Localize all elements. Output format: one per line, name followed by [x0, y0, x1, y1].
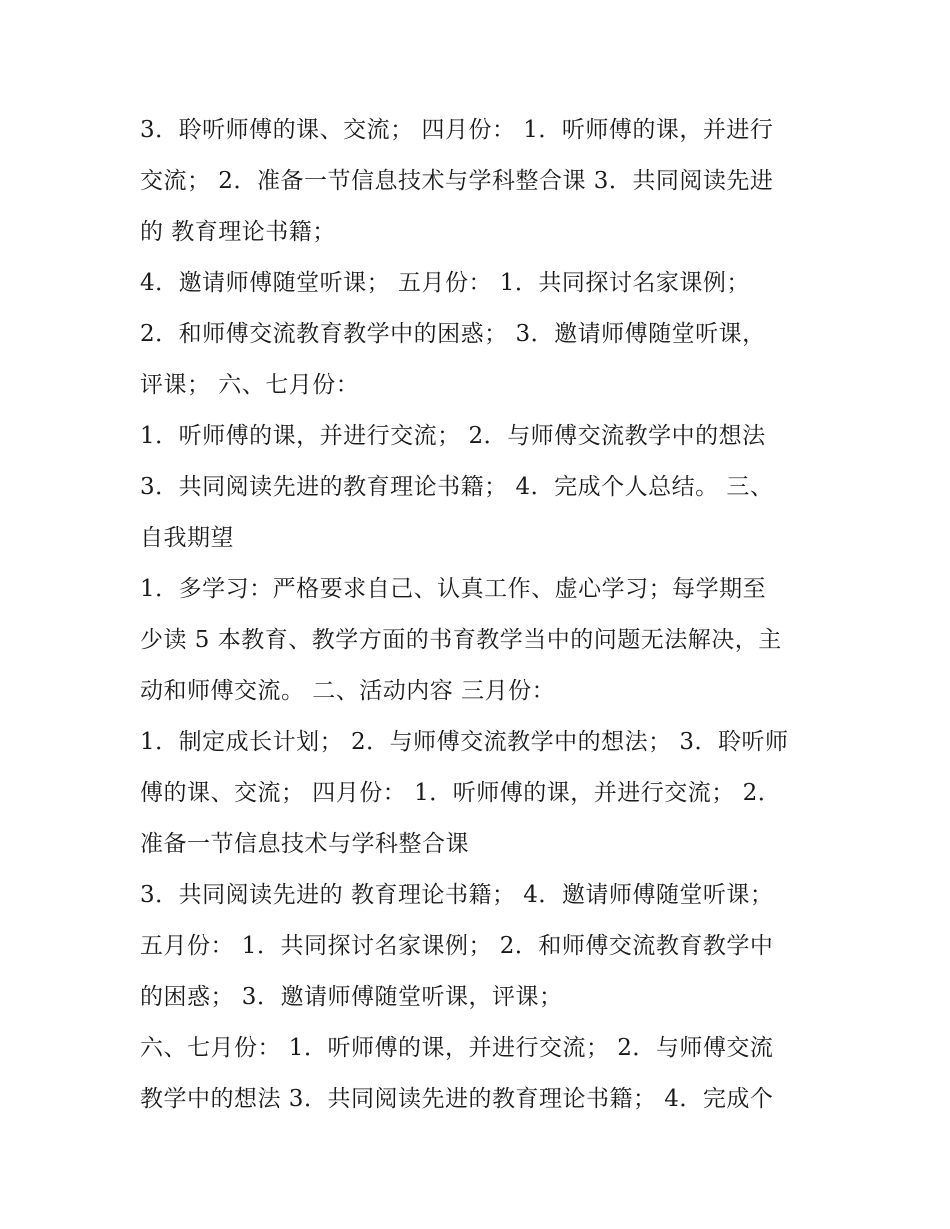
text-line-9: 自我期望	[140, 525, 234, 551]
text-line-8: 3．共同阅读先进的教育理论书籍； 4．完成个人总结。 三、	[140, 474, 774, 500]
text-line-10: 1．多学习：严格要求自己、认真工作、虚心学习；每学期至	[140, 576, 767, 602]
text-line-4: 4．邀请师傅随堂听课； 五月份： 1．共同探讨名家课例；	[140, 270, 750, 296]
text-line-2: 交流； 2．准备一节信息技术与学科整合课 3．共同阅读先进	[140, 168, 774, 194]
text-line-6: 评课； 六、七月份：	[140, 372, 360, 398]
text-line-1: 3．聆听师傅的课、交流； 四月份： 1．听师傅的课，并进行	[140, 117, 774, 143]
text-line-13: 1．制定成长计划； 2．与师傅交流教学中的想法； 3．聆听师	[140, 729, 789, 755]
text-line-14: 傅的课、交流； 四月份： 1．听师傅的课，并进行交流； 2．	[140, 780, 782, 806]
text-line-7: 1．听师傅的课，并进行交流； 2．与师傅交流教学中的想法	[140, 423, 766, 449]
text-line-11: 少读 5 本教育、教学方面的书育教学当中的问题无法解决，主	[140, 627, 782, 653]
text-line-12: 动和师傅交流。 二、活动内容 三月份：	[140, 678, 556, 704]
text-line-16: 3．共同阅读先进的 教育理论书籍； 4．邀请师傅随堂听课；	[140, 882, 774, 908]
text-line-3: 的 教育理论书籍；	[140, 219, 336, 245]
body-text	[140, 105, 820, 1125]
text-line-19: 六、七月份： 1．听师傅的课，并进行交流； 2．与师傅交流	[140, 1035, 774, 1061]
text-line-15: 准备一节信息技术与学科整合课	[140, 831, 469, 857]
text-line-5: 2．和师傅交流教育教学中的困惑； 3．邀请师傅随堂听课，	[140, 321, 766, 347]
text-line-18: 的困惑； 3．邀请师傅随堂听课，评课；	[140, 984, 563, 1010]
text-line-17: 五月份： 1．共同探讨名家课例； 2．和师傅交流教育教学中	[140, 933, 774, 959]
text-line-20: 教学中的想法 3．共同阅读先进的教育理论书籍； 4．完成个	[140, 1086, 774, 1112]
